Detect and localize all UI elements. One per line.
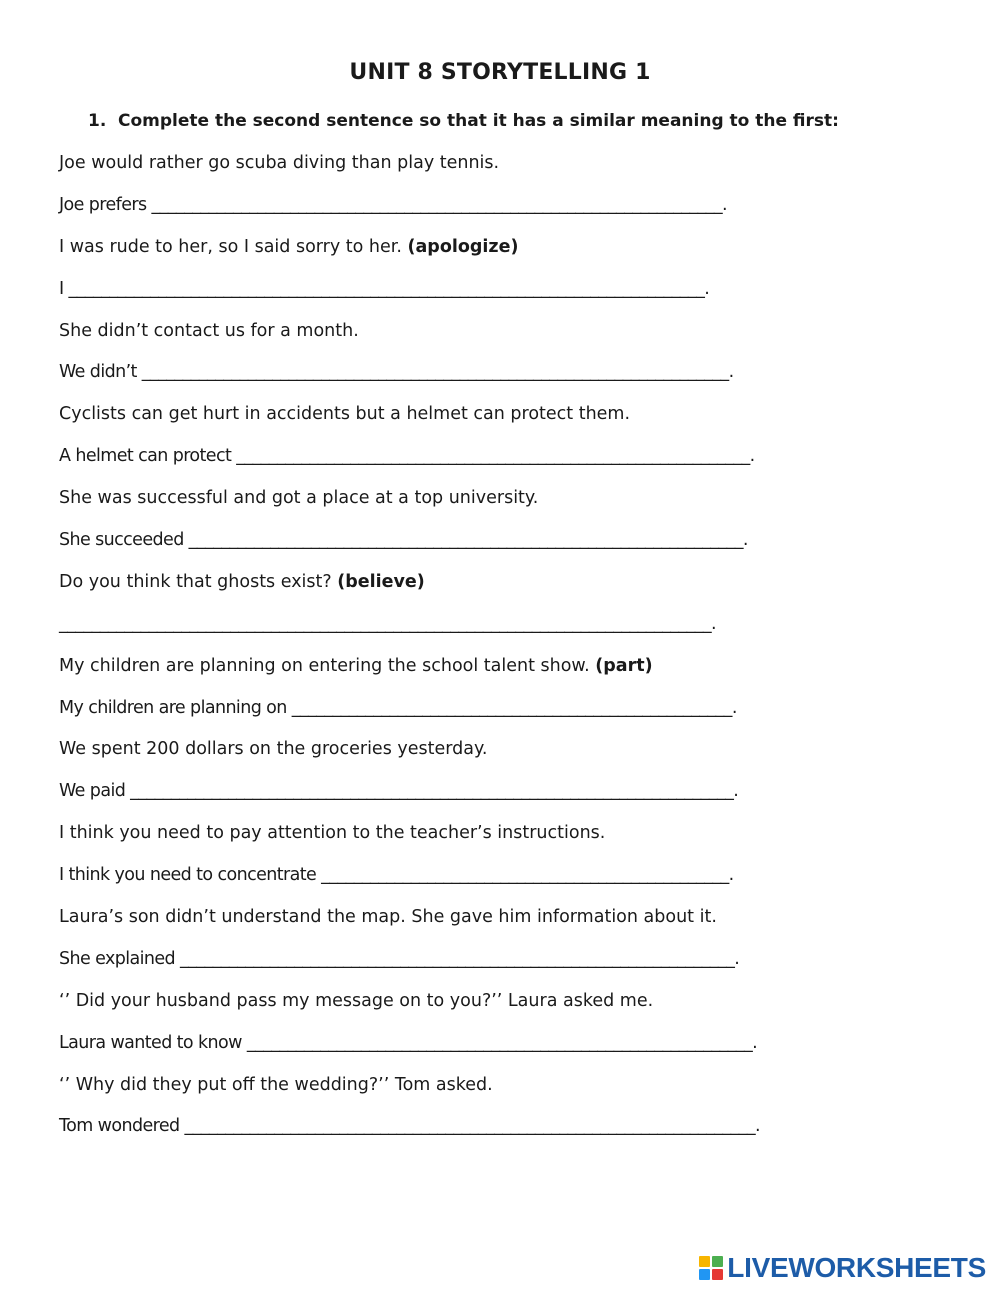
answer-line-text: We paid __________________________________________________________________________.: [59, 781, 739, 802]
answer-line: [59, 276, 939, 318]
logo-mark-square: [699, 1256, 710, 1267]
answer-line: [59, 611, 939, 653]
prompt-text: Cyclists can get hurt in accidents but a helmet can protect them.: [59, 404, 631, 425]
prompt-sentence: [59, 653, 939, 695]
prompt-sentence: [59, 904, 939, 946]
prompt-sentence: [59, 569, 939, 611]
prompt-sentence: [59, 485, 939, 527]
prompt-text: ‘’ Did your husband pass my message on to you?’’ Laura asked me.: [59, 990, 654, 1011]
prompt-text: We spent 200 dollars on the groceries yesterday.: [59, 739, 488, 760]
prompt-text: Do you think that ghosts exist?: [59, 571, 338, 592]
prompt-text: Laura’s son didn’t understand the map. She gave him information about it.: [59, 907, 717, 928]
prompt-sentence: [59, 988, 939, 1030]
logo-text: LIVEWORKSHEETS: [727, 1252, 986, 1283]
answer-line: [59, 778, 939, 820]
answer-line-text: Laura wanted to know ______________________________________________________________.: [59, 1032, 758, 1053]
answer-line: [59, 946, 939, 988]
keyword: (believe): [337, 571, 425, 592]
prompt-sentence: [59, 736, 939, 778]
prompt-sentence: [59, 234, 939, 276]
exercise-lines: [59, 150, 939, 1155]
answer-line-text: ________________________________________________________________________________.: [59, 613, 716, 634]
keyword: (part): [595, 655, 653, 676]
answer-line-text: I ______________________________________________________________________________.: [59, 278, 710, 299]
prompt-text: Joe would rather go scuba diving than play tennis.: [59, 153, 500, 173]
answer-line: [59, 1030, 939, 1072]
keyword: (apologize): [407, 236, 519, 257]
prompt-sentence: [59, 318, 939, 360]
answer-line: [59, 527, 939, 569]
answer-line-text: We didn’t ________________________________________________________________________.: [59, 362, 734, 383]
answer-line-text: My children are planning on ______________________________________________________.: [59, 697, 737, 718]
logo-mark-icon: [699, 1256, 723, 1280]
logo-mark-square: [699, 1269, 710, 1280]
answer-line-text: I think you need to concentrate __________________________________________________.: [59, 865, 734, 886]
prompt-sentence: [59, 401, 939, 443]
prompt-sentence: [59, 150, 939, 192]
answer-line-text: Tom wondered ______________________________________________________________________.: [59, 1116, 760, 1137]
answer-line-text: She explained ____________________________________________________________________.: [59, 948, 740, 969]
answer-line: [59, 695, 939, 737]
answer-line: [59, 1113, 939, 1155]
answer-line: [59, 862, 939, 904]
prompt-text: She didn’t contact us for a month.: [59, 320, 359, 341]
answer-line: [59, 192, 939, 234]
answer-line: [59, 359, 939, 401]
page-title: UNIT 8 STORYTELLING 1: [349, 60, 651, 85]
instruction-text: Complete the second sentence so that it has a similar meaning to the first:: [118, 111, 839, 131]
answer-line: [59, 443, 939, 485]
instruction-number: 1.: [88, 111, 107, 131]
answer-line-text: She succeeded ____________________________________________________________________.: [59, 530, 748, 551]
instruction: [88, 111, 839, 131]
logo-mark-square: [712, 1256, 723, 1267]
logo-mark-square: [712, 1269, 723, 1280]
liveworksheets-logo: [699, 1254, 986, 1282]
prompt-text: I was rude to her, so I said sorry to her.: [59, 236, 408, 257]
prompt-text: I think you need to pay attention to the teacher’s instructions.: [59, 823, 606, 844]
prompt-text: My children are planning on entering the school talent show.: [59, 655, 596, 676]
prompt-text: She was successful and got a place at a top university.: [59, 488, 539, 509]
prompt-sentence: [59, 820, 939, 862]
prompt-sentence: [59, 1072, 939, 1114]
answer-line-text: A helmet can protect _______________________________________________________________.: [59, 446, 755, 467]
answer-line-text: Joe prefers ______________________________________________________________________.: [59, 194, 727, 215]
prompt-text: ‘’ Why did they put off the wedding?’’ Tom asked.: [59, 1074, 493, 1095]
